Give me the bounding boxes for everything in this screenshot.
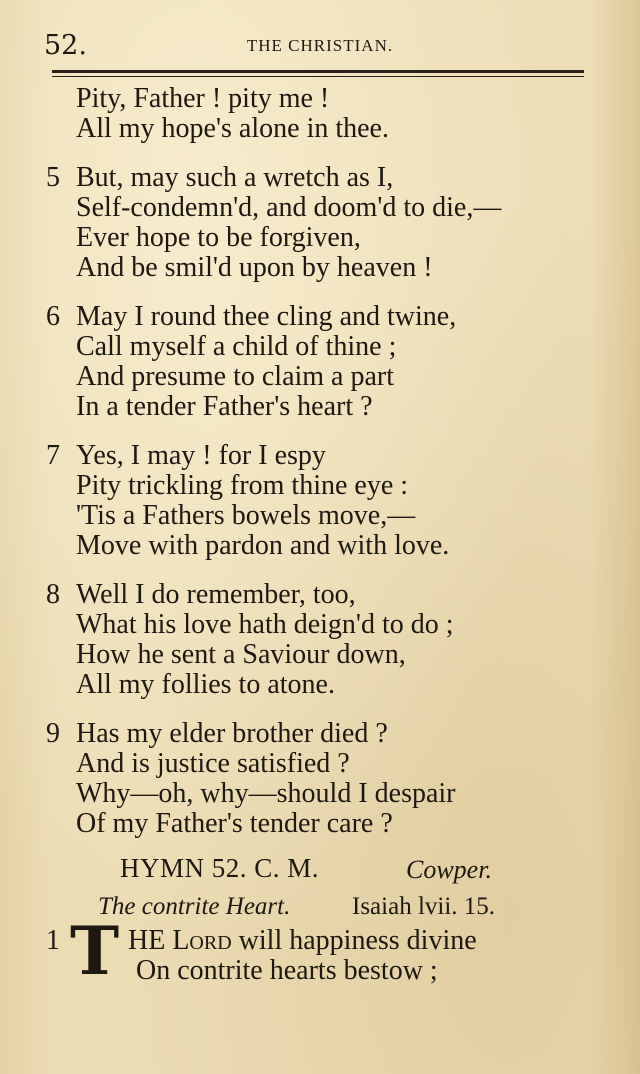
verse-line: And be smil'd upon by heaven ! <box>76 252 433 283</box>
stanza-number: 9 <box>46 718 60 749</box>
stanza-number: 5 <box>46 162 60 193</box>
verse-line: 9 Has my elder brother died ? <box>46 718 388 749</box>
stanza-number: 7 <box>46 440 60 471</box>
hymn-subtitle: The contrite Heart. <box>98 893 291 920</box>
verse-line: Self-condemn'd, and doom'd to die,— <box>76 192 502 223</box>
scripture-reference: Isaiah lvii. 15. <box>352 893 496 920</box>
verse-line: Pity, Father ! pity me ! <box>76 83 330 114</box>
stanza-7 <box>0 441 640 561</box>
verse-line: HE Lord will happiness divine <box>128 925 477 956</box>
stanza-number: 6 <box>46 301 60 332</box>
hymn-author: Cowper. <box>406 855 492 884</box>
verse-line: Move with pardon and with love. <box>76 530 450 561</box>
header-rule-thick <box>52 70 584 73</box>
small-caps-word: Lord <box>172 925 232 956</box>
verse-line: Why—oh, why—should I despair <box>76 778 456 809</box>
stanza-5 <box>0 163 640 283</box>
drop-cap: T <box>70 912 120 990</box>
verse-line: Ever hope to be forgiven, <box>76 222 361 253</box>
verse-line: And presume to claim a part <box>76 361 395 392</box>
verse-line: Pity trickling from thine eye : <box>76 470 409 501</box>
stanza-8 <box>0 580 640 700</box>
verse-line: 'Tis a Fathers bowels move,— <box>76 500 416 531</box>
verse-line: 7 Yes, I may ! for I espy <box>46 440 326 471</box>
header-rule-thin <box>52 76 584 77</box>
stanza-continued <box>0 84 640 144</box>
verse-line: All my follies to atone. <box>76 669 335 700</box>
verse-line: Call myself a child of thine ; <box>76 331 397 362</box>
verse-line: Of my Father's tender care ? <box>76 808 393 839</box>
stanza-9 <box>0 719 640 839</box>
verse-line: 6 May I round thee cling and twine, <box>46 301 457 332</box>
verse-line: How he sent a Saviour down, <box>76 639 406 670</box>
hymn-body <box>0 84 640 839</box>
stanza-6 <box>0 302 640 422</box>
verse-line: And is justice satisfied ? <box>76 748 350 779</box>
stanza-number: 1 <box>46 925 60 956</box>
verse-line: 8 Well I do remember, too, <box>46 579 356 610</box>
verse-line: All my hope's alone in thee. <box>76 113 389 144</box>
hymn-title: HYMN 52. C. M. <box>120 853 320 883</box>
stanza-number: 8 <box>46 579 60 610</box>
page-number: 52. <box>44 30 87 61</box>
verse-line: 5 But, may such a wretch as I, <box>46 162 394 193</box>
verse-line: What his love hath deign'd to do ; <box>76 609 454 640</box>
running-head: THE CHRISTIAN. <box>246 36 394 55</box>
hymn-heading <box>0 853 640 887</box>
page-header <box>0 24 640 64</box>
verse-line: On contrite hearts bestow ; <box>136 955 438 986</box>
verse-line: In a tender Father's heart ? <box>76 391 373 422</box>
